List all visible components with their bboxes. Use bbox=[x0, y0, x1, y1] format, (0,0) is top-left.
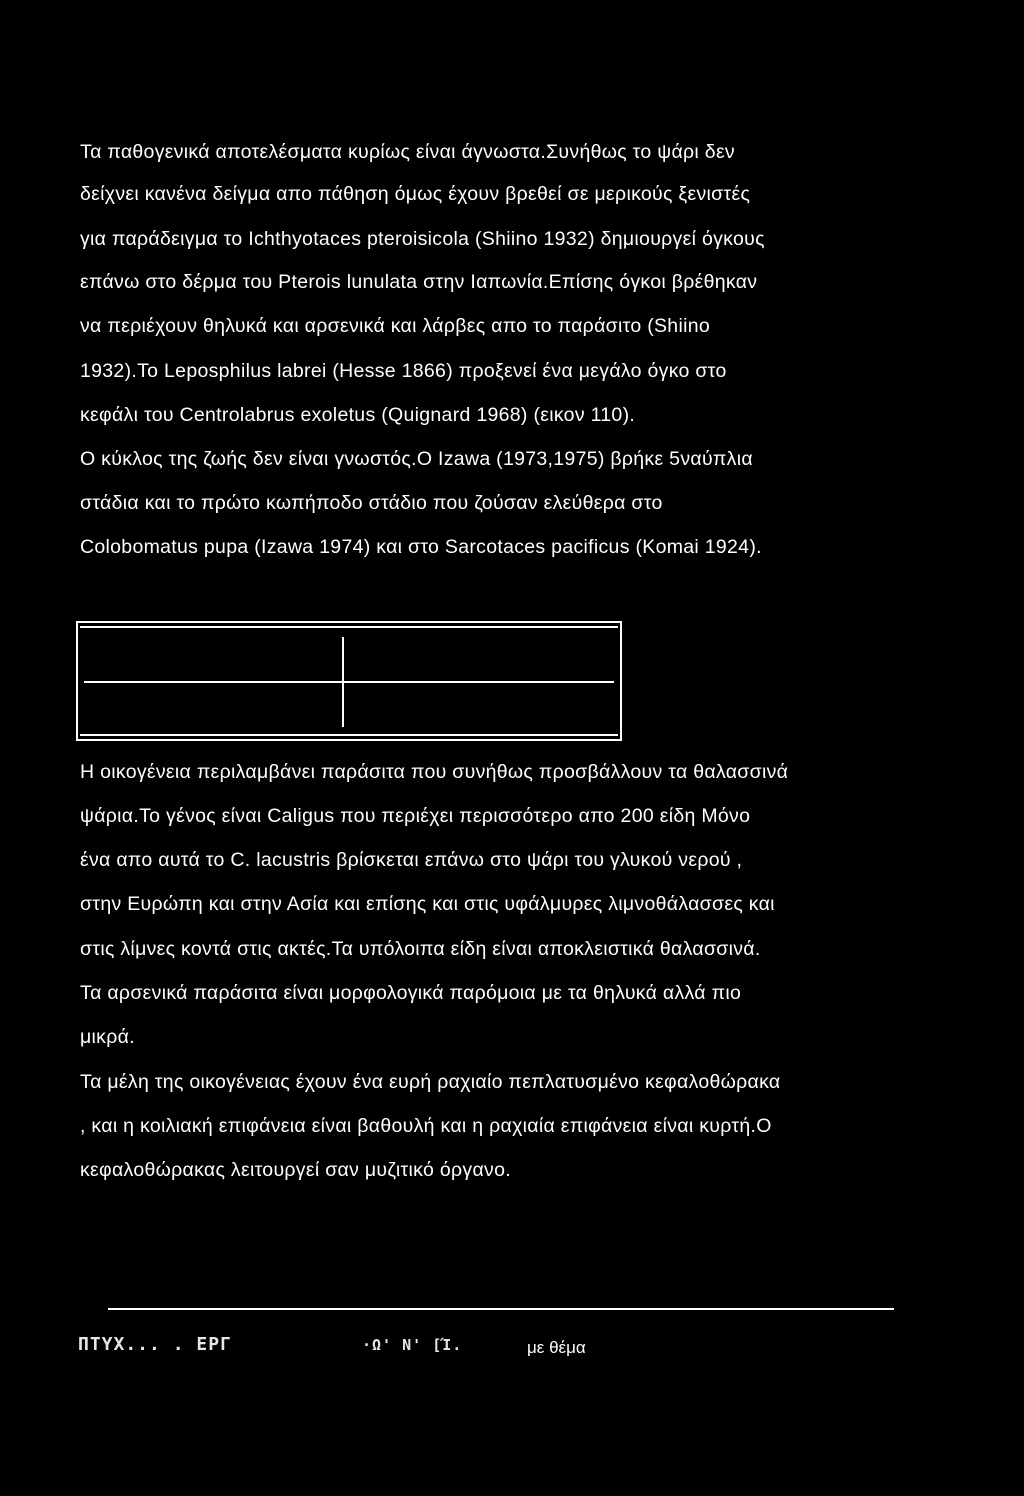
body-text-line: Τα παθογενικά αποτελέσματα κυρίως είναι άγνωστα.Συνήθως το ψάρι δεν bbox=[80, 141, 735, 163]
table-column-divider bbox=[342, 637, 344, 727]
body-text-line: Colobomatus pupa (Izawa 1974) και στο Sarcotaces pacificus (Komai 1924). bbox=[80, 536, 762, 558]
footer-stamp-left: ΠΤΥΧ... . ΕΡΓ bbox=[78, 1334, 232, 1355]
body-text-line: κεφάλι του Centrolabrus exoletus (Quignard 1968) (εικον 110). bbox=[80, 404, 636, 426]
body-text-line: Η οικογένεια περιλαμβάνει παράσιτα που συνήθως προσβάλλουν τα θαλασσινά bbox=[80, 761, 789, 783]
body-text-line: Ο κύκλος της ζωής δεν είναι γνωστός.Ο Izawa (1973,1975) βρήκε 5ναύπλια bbox=[80, 448, 753, 470]
body-text-line: στην Ευρώπη και στην Ασία και επίσης και στις υφάλμυρες λιμνοθάλασσες και bbox=[80, 893, 775, 915]
table-middle-rule bbox=[84, 681, 614, 683]
footer-divider bbox=[108, 1308, 894, 1310]
table-inner-top-rule bbox=[80, 626, 618, 628]
body-text-line: μικρά. bbox=[80, 1026, 135, 1048]
body-text-line: Τα μέλη της οικογένειας έχουν ένα ευρή ραχιαίο πεπλατυσμένο κεφαλοθώρακα bbox=[80, 1071, 781, 1093]
body-text-line: Τα αρσενικά παράσιτα είναι μορφολογικά παρόμοια με τα θηλυκά αλλά πιο bbox=[80, 982, 742, 1004]
body-text-line: 1932).Το Leposphilus labrei (Hesse 1866) προξενεί ένα μεγάλο όγκο στο bbox=[80, 360, 727, 382]
body-text-line: κεφαλοθώρακας λειτουργεί σαν μυζιτικό όργανο. bbox=[80, 1159, 511, 1181]
body-text-line: , και η κοιλιακή επιφάνεια είναι βαθουλή και η ραχιαία επιφάνεια είναι κυρτή.Ο bbox=[80, 1115, 772, 1137]
empty-table-figure bbox=[76, 621, 622, 741]
footer-subject-text: με θέμα bbox=[527, 1338, 586, 1357]
table-inner-bottom-rule bbox=[80, 734, 618, 736]
body-text-line: για παράδειγμα το Ichthyotaces pteroisicola (Shiino 1932) δημιουργεί όγκους bbox=[80, 228, 765, 250]
body-text-line: στις λίμνες κοντά στις ακτές.Τα υπόλοιπα είδη είναι αποκλειστικά θαλασσινά. bbox=[80, 938, 761, 960]
body-text-line: επάνω στο δέρμα του Pterois lunulata στην Ιαπωνία.Επίσης όγκοι βρέθηκαν bbox=[80, 271, 758, 293]
body-text-line: στάδια και το πρώτο κωπήποδο στάδιο που ζούσαν ελεύθερα στο bbox=[80, 492, 663, 514]
body-text-line: δείχνει κανένα δείγμα απο πάθηση όμως έχουν βρεθεί σε μερικούς ξενιστές bbox=[80, 183, 751, 205]
footer-stamp-mid: ·Ω' Ν' [Ί. bbox=[362, 1336, 463, 1354]
body-text-line: ένα απο αυτά το C. lacustris βρίσκεται επάνω στο ψάρι του γλυκού νερού , bbox=[80, 849, 743, 871]
body-text-line: ψάρια.Το γένος είναι Caligus που περιέχει περισσότερο απο 200 είδη Μόνο bbox=[80, 805, 751, 827]
body-text-line: να περιέχουν θηλυκά και αρσενικά και λάρβες απο το παράσιτο (Shiino bbox=[80, 315, 711, 337]
